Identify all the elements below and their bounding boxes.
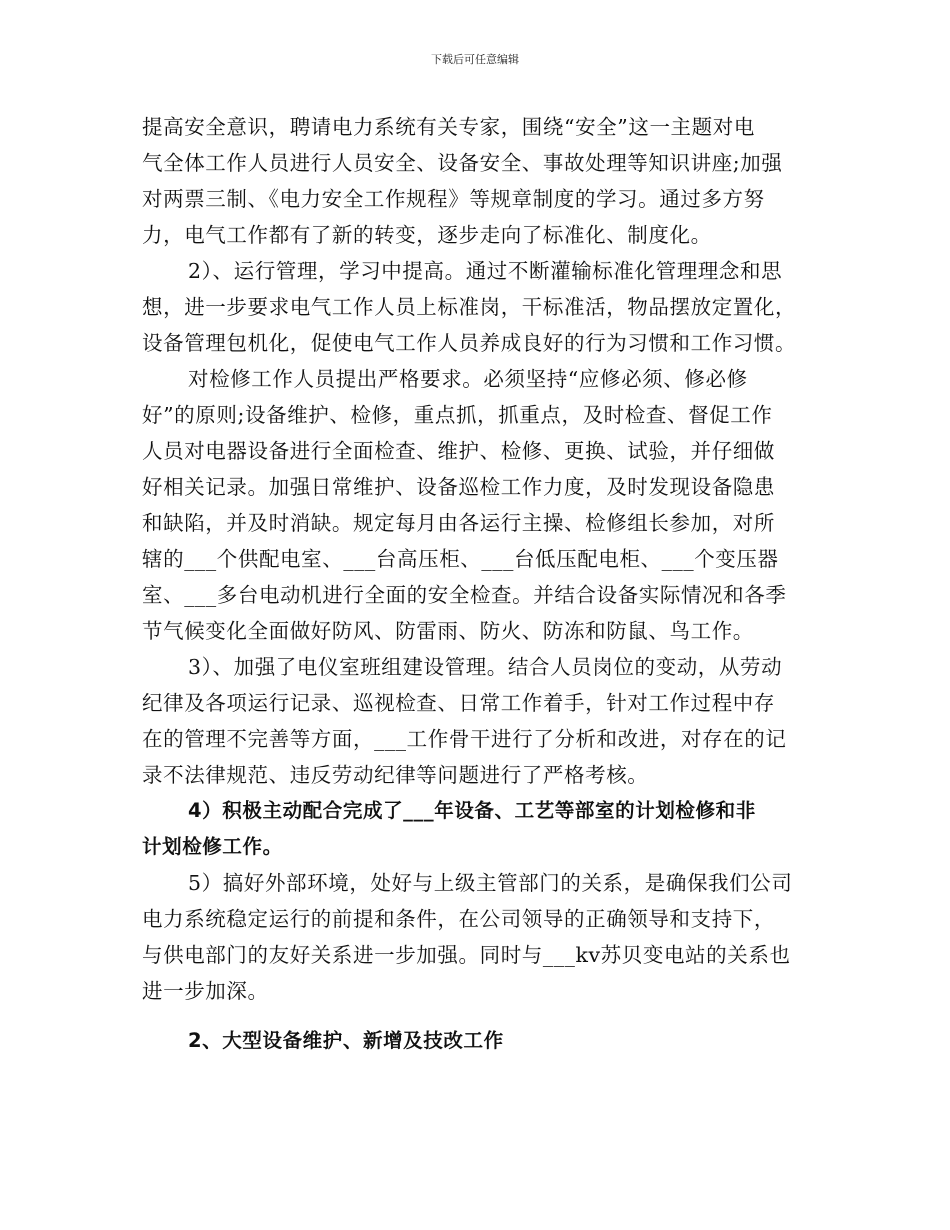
text-line: 室、___多台电动机进行全面的安全检查。并结合设备实际情况和各季 — [142, 583, 787, 607]
page-header: 下载后可任意编辑 — [431, 53, 519, 66]
text-line: 电力系统稳定运行的前提和条件，在公司领导的正确领导和支持下， — [142, 907, 775, 931]
paragraph-4-heading: 4）积极主动配合完成了___年设备、工艺等部室的计划检修和非 — [188, 799, 756, 822]
text-line: 录不法律规范、违反劳动纪律等问题进行了严格考核。 — [142, 763, 649, 787]
paragraph-2-start: 2）、运行管理，学习中提高。通过不断灌输标准化管理理念和思 — [188, 259, 783, 283]
text-line: 和缺陷，并及时消缺。规定每月由各运行主操、检修组长参加，对所 — [142, 511, 775, 535]
paragraph-4-heading-cont: 计划检修工作。 — [142, 835, 283, 858]
text-line: 节气候变化全面做好防风、防雷雨、防火、防冻和防鼠、鸟工作。 — [142, 619, 754, 643]
paragraph-3-start: 3）、加强了电仪室班组建设管理。结合人员岗位的变动，从劳动 — [188, 655, 783, 679]
text-line: 好相关记录。加强日常维护、设备巡检工作力度，及时发现设备隐患 — [142, 475, 775, 499]
text-line: 在的管理不完善等方面，___工作骨干进行了分析和改进，对存在的记 — [142, 727, 787, 751]
document-body — [142, 109, 810, 1059]
text-line: 进一步加深。 — [142, 979, 269, 1003]
spacer — [142, 1009, 810, 1023]
text-line: 想，进一步要求电气工作人员上标准岗，干标准活，物品摆放定置化， — [142, 295, 797, 319]
text-line: 纪律及各项运行记录、巡视检查、日常工作着手，针对工作过程中存 — [142, 691, 775, 715]
paragraph-5-start: 5）搞好外部环境，处好与上级主管部门的关系，是确保我们公司 — [188, 871, 793, 895]
paragraph-inspection-start: 对检修工作人员提出严格要求。必须坚持“应修必须、修必修 — [188, 367, 748, 391]
section-heading: 2、大型设备维护、新增及技改工作 — [188, 1029, 504, 1052]
text-line: 人员对电器设备进行全面检查、维护、检修、更换、试验，并仔细做 — [142, 439, 775, 463]
text-line: 设备管理包机化，促使电气工作人员养成良好的行为习惯和工作习惯。 — [142, 331, 797, 355]
text-line: 与供电部门的友好关系进一步加强。同时与___kv苏贝变电站的关系也 — [142, 943, 791, 967]
text-line: 提高安全意识，聘请电力系统有关专家，围绕“安全”这一主题对电 — [142, 115, 755, 139]
text-line: 辖的___个供配电室、___台高压柜、___台低压配电柜、___个变压器 — [142, 547, 779, 571]
text-line: 对两票三制、《电力安全工作规程》等规章制度的学习。通过多方努 — [142, 187, 765, 211]
text-line: 力，电气工作都有了新的转变，逐步走向了标准化、制度化。 — [142, 223, 712, 247]
text-line: 气全体工作人员进行人员安全、设备安全、事故处理等知识讲座;加强 — [142, 151, 783, 175]
text-line: 好”的原则;设备维护、检修，重点抓，抓重点，及时检查、督促工作 — [142, 403, 773, 427]
